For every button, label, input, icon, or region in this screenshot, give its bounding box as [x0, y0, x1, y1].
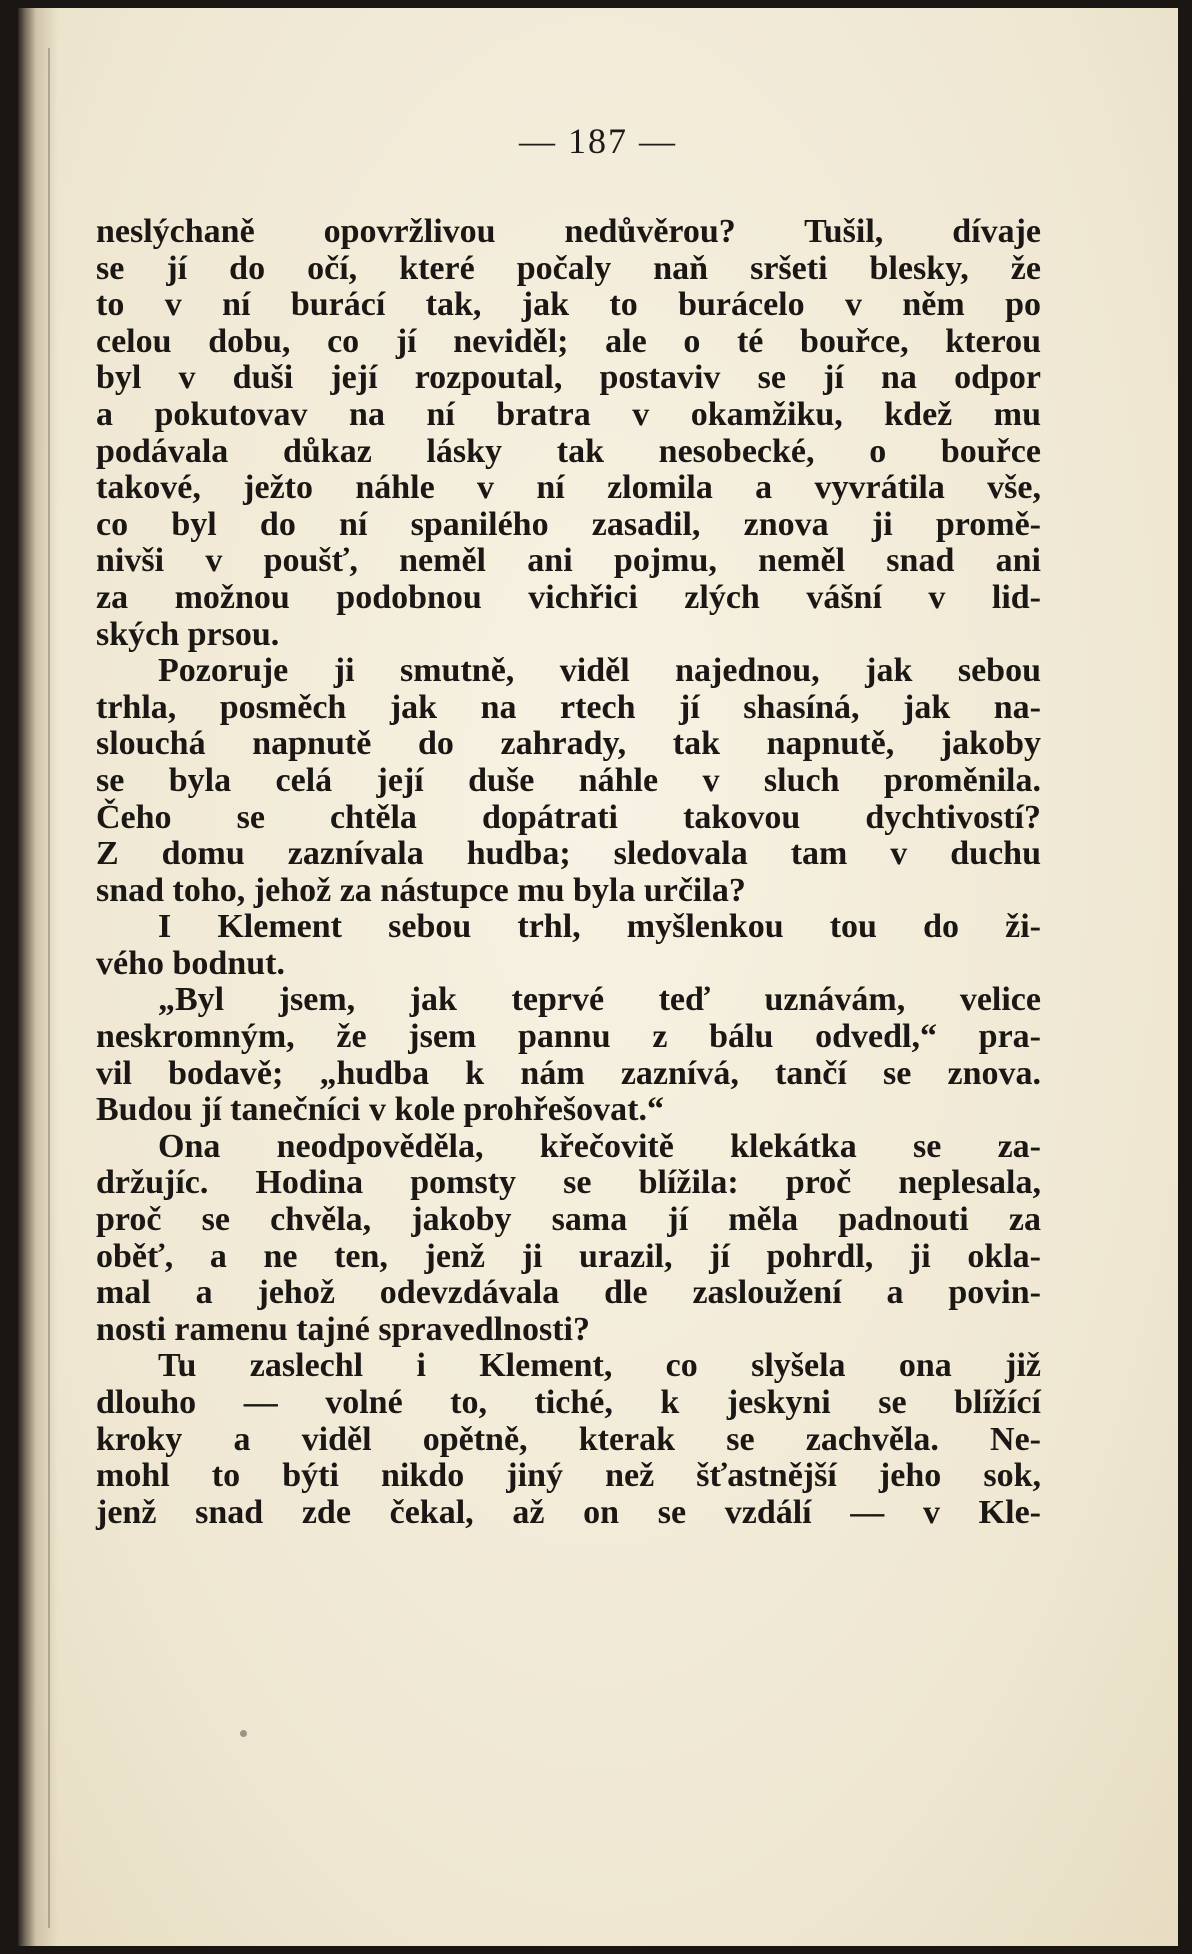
text-line: vého bodnut.	[96, 944, 285, 982]
book-page	[18, 8, 1178, 1946]
text-line: a pokutovav na ní bratra v okamžiku, kdež mu	[96, 395, 1041, 433]
text-line: jenž snad zde čekal, až on se vzdálí — v Kle-	[96, 1493, 1041, 1531]
text-line: mohl to býti nikdo jiný než šťastnější jeho sok,	[96, 1457, 1041, 1495]
text-line: slouchá napnutě do zahrady, tak napnutě, jakoby	[96, 725, 1041, 763]
text-line: oběť, a ne ten, jenž ji urazil, jí pohrdl, ji okla-	[96, 1237, 1041, 1275]
text-line: mal a jehož odevzdávala dle zasloužení a povin-	[96, 1274, 1041, 1312]
page-edge-line	[48, 48, 50, 1928]
text-line: za možnou podobnou vichřici zlých vášní v lid-	[96, 578, 1041, 616]
body-text	[96, 214, 1041, 1531]
text-line: snad toho, jehož za nástupce mu byla určila?	[96, 871, 746, 909]
text-line: celou dobu, co jí neviděl; ale o té bouřce, kterou	[96, 322, 1041, 360]
binding-shadow	[18, 8, 58, 1946]
text-line: se byla celá její duše náhle v sluch proměnila.	[96, 761, 1041, 799]
text-line: Budou jí tanečníci v kole prohřešovat.“	[96, 1091, 664, 1129]
text-line: Z domu zaznívala hudba; sledovala tam v duchu	[96, 835, 1041, 873]
text-line: Čeho se chtěla dopátrati takovou dychtivostí?	[96, 798, 1041, 836]
text-line: dlouho — volné to, tiché, k jeskyni se blížící	[96, 1384, 1041, 1421]
text-line: držujíc. Hodina pomsty se blížila: proč neplesala,	[96, 1164, 1041, 1202]
text-line: vil bodavě; „hudba k nám zaznívá, tančí se znova.	[96, 1054, 1041, 1092]
text-line: nosti ramenu tajné spravedlnosti?	[96, 1310, 590, 1348]
text-line: trhla, posměch jak na rtech jí shasíná, jak na-	[96, 688, 1041, 726]
text-line: byl v duši její rozpoutal, postaviv se jí na odpor	[96, 359, 1041, 397]
text-line: Tu zaslechl i Klement, co slyšela ona již	[158, 1347, 1041, 1385]
text-line: kroky a viděl opětně, kterak se zachvěla. Ne-	[96, 1420, 1041, 1458]
text-line: ských prsou.	[96, 615, 280, 653]
text-line: takové, ježto náhle v ní zlomila a vyvrátila vše,	[96, 469, 1041, 507]
paper-speck	[240, 1730, 247, 1737]
text-line: neslýchaně opovržlivou nedůvěrou? Tušil, dívaje	[96, 213, 1041, 250]
text-line: Ona neodpověděla, křečovitě klekátka se za-	[158, 1127, 1041, 1165]
text-line: se jí do očí, které počaly naň sršeti blesky, že	[96, 249, 1041, 287]
page-number: — 187 —	[519, 121, 677, 161]
text-line: co byl do ní spanilého zasadil, znova ji promě-	[96, 505, 1041, 543]
text-line: to v ní burácí tak, jak to burácelo v něm po	[96, 286, 1041, 324]
text-line: nivši v poušť, neměl ani pojmu, neměl snad ani	[96, 542, 1041, 580]
text-line: proč se chvěla, jakoby sama jí měla padnouti za	[96, 1201, 1041, 1239]
text-line: neskromným, že jsem pannu z bálu odvedl,“ pra-	[96, 1018, 1041, 1056]
text-line: Pozoruje ji smutně, viděl najednou, jak sebou	[158, 652, 1041, 690]
text-line: „Byl jsem, jak teprvé teď uznávám, velice	[158, 981, 1041, 1019]
text-line: podávala důkaz lásky tak nesobecké, o bouřce	[96, 432, 1041, 470]
text-line: I Klement sebou trhl, myšlenkou tou do ži-	[158, 908, 1041, 946]
